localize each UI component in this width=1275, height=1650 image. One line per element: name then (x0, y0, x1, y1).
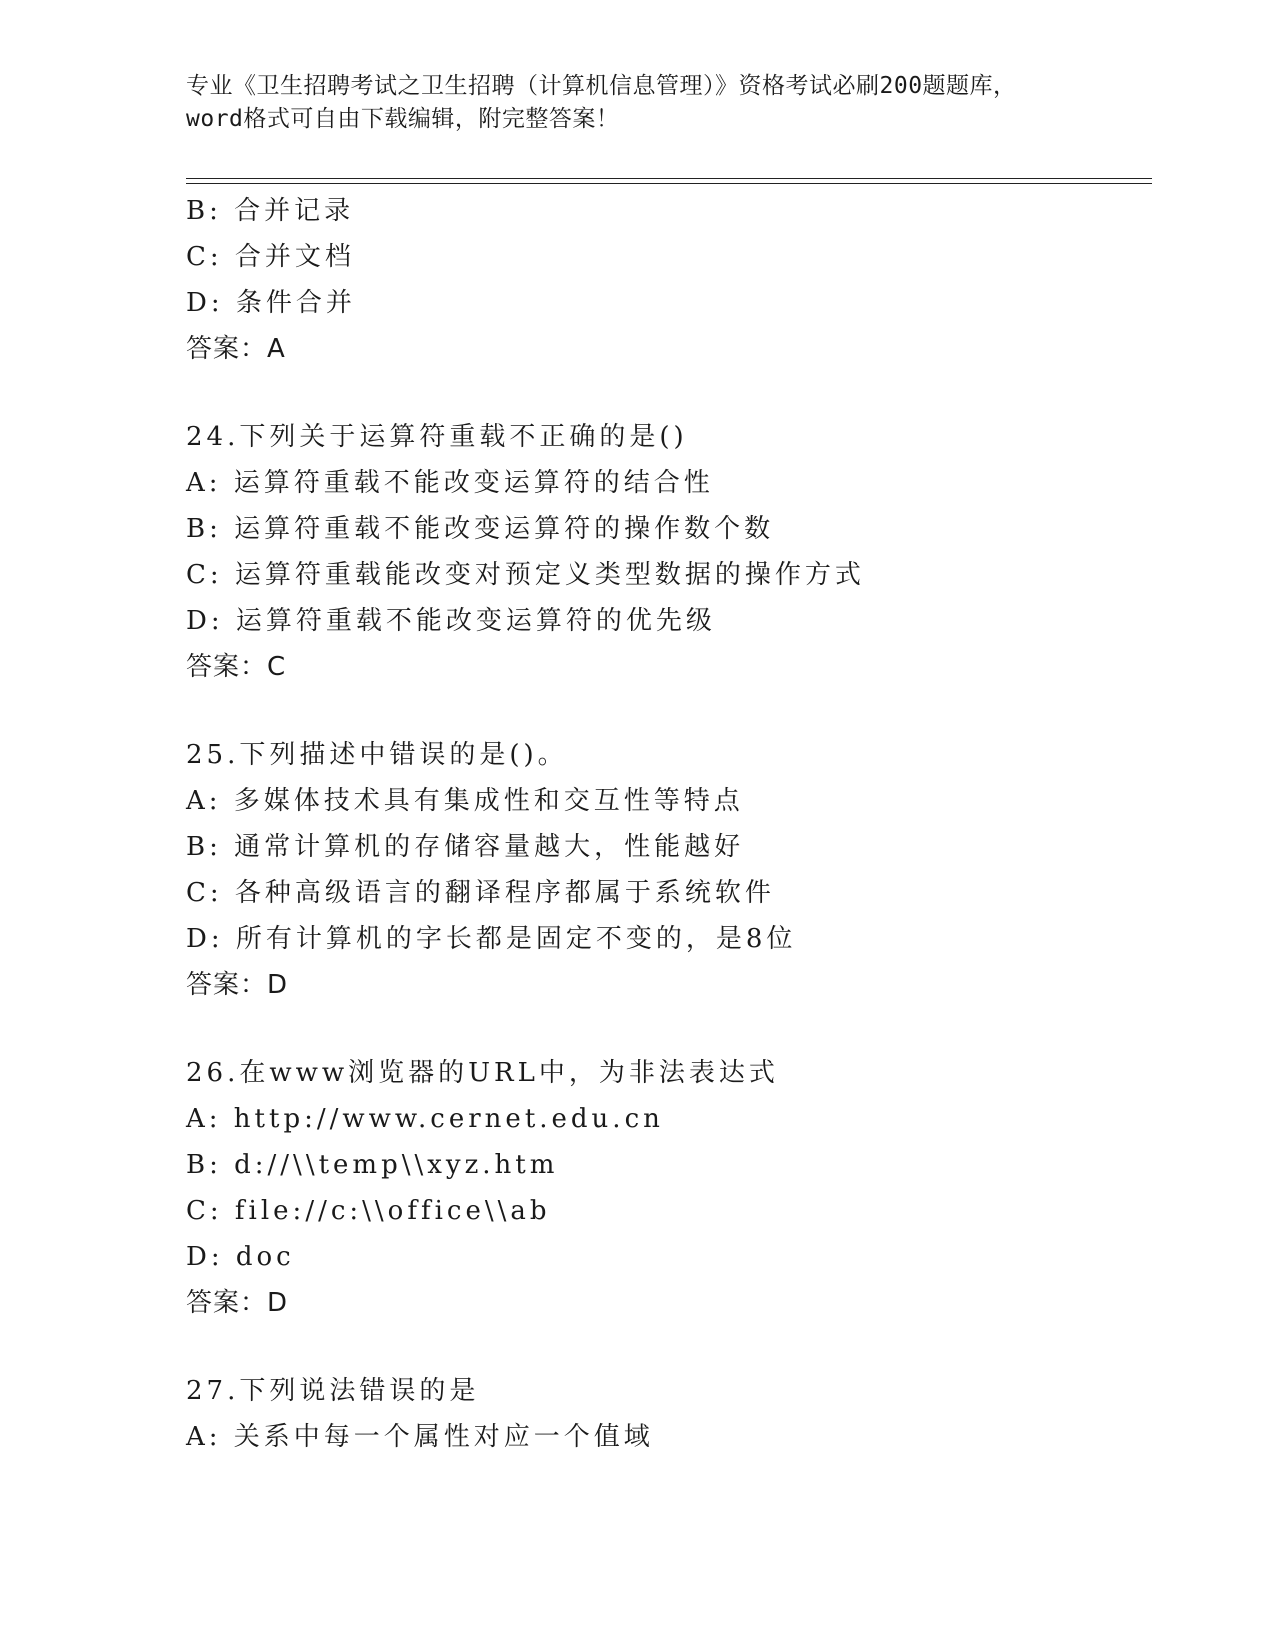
question-stem: 25.下列描述中错误的是()。 (186, 740, 568, 770)
option-b: B: 通常计算机的存储容量越大，性能越好 (186, 832, 745, 862)
option-b: B: 合并记录 (186, 196, 355, 226)
option-c: C: 运算符重载能改变对预定义类型数据的操作方式 (186, 560, 865, 590)
option-b: B: d://\\temp\\xyz.htm (186, 1150, 559, 1180)
option-c: C: 各种高级语言的翻译程序都属于系统软件 (186, 878, 775, 908)
header-title-line-2: word格式可自由下载编辑，附完整答案！ (186, 106, 620, 132)
answer: 答案：D (186, 1288, 289, 1318)
option-c: C: file://c:\\office\\ab (186, 1196, 551, 1226)
option-a: A: 运算符重载不能改变运算符的结合性 (186, 468, 714, 498)
spacer (186, 690, 1136, 732)
option-c: C: 合并文档 (186, 242, 355, 272)
option-d: D: doc (186, 1242, 295, 1272)
question-23-continued (186, 188, 1136, 372)
spacer (186, 372, 1136, 414)
header-divider-bottom (186, 183, 1152, 184)
answer: 答案：C (186, 652, 287, 682)
option-d: D: 条件合并 (186, 288, 356, 318)
spacer (186, 1326, 1136, 1368)
question-24 (186, 414, 1136, 690)
header-title-line-1: 专业《卫生招聘考试之卫生招聘（计算机信息管理）》资格考试必刷200题题库， (186, 73, 1017, 99)
question-stem: 27.下列说法错误的是 (186, 1376, 480, 1406)
question-27 (186, 1368, 1136, 1460)
option-d: D: 运算符重载不能改变运算符的优先级 (186, 606, 716, 636)
header-divider-top (186, 178, 1152, 179)
question-26 (186, 1050, 1136, 1326)
question-25 (186, 732, 1136, 1008)
option-a: A: 多媒体技术具有集成性和交互性等特点 (186, 786, 744, 816)
answer: 答案：D (186, 970, 289, 1000)
answer: 答案：A (186, 334, 286, 364)
option-d: D: 所有计算机的字长都是固定不变的，是8位 (186, 924, 797, 954)
question-stem: 26.在www浏览器的URL中，为非法表达式 (186, 1058, 779, 1088)
spacer (186, 1008, 1136, 1050)
question-stem: 24.下列关于运算符重载不正确的是() (186, 422, 688, 452)
option-b: B: 运算符重载不能改变运算符的操作数个数 (186, 514, 775, 544)
option-a: A: http://www.cernet.edu.cn (186, 1104, 664, 1134)
option-a: A: 关系中每一个属性对应一个值域 (186, 1422, 654, 1452)
document-header (186, 70, 1086, 136)
question-list (186, 188, 1136, 1460)
